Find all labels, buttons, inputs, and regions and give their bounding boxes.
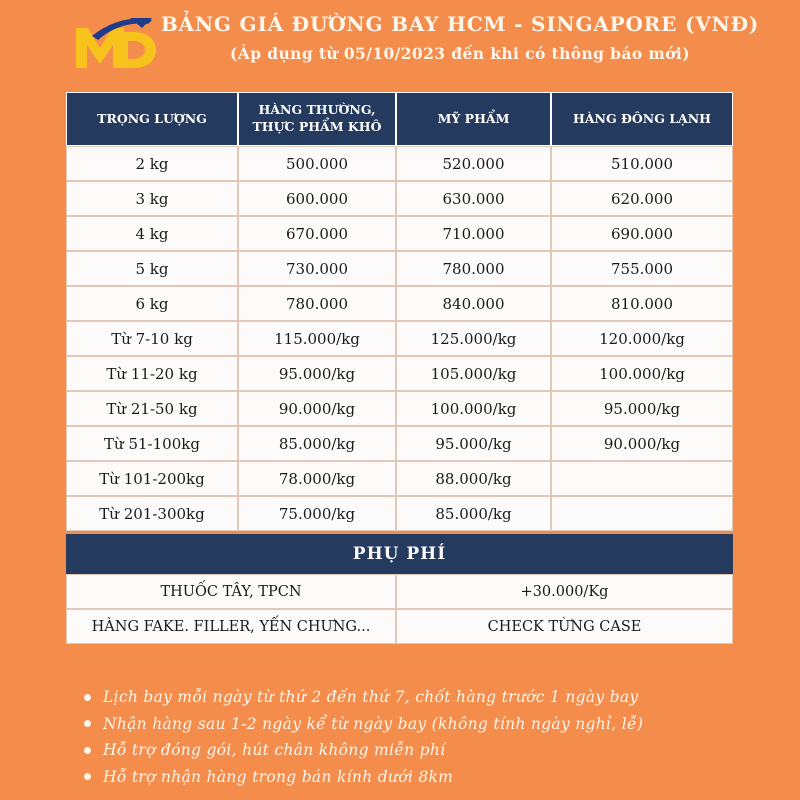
surcharge-row (66, 609, 733, 644)
column-header-regular-line1: HÀNG THƯỜNG, (258, 102, 376, 118)
weight-cell: Từ 21-50 kg (66, 391, 238, 426)
table-header (66, 92, 733, 146)
price-cosmetics-cell: 710.000 (396, 216, 551, 251)
price-table (66, 92, 733, 644)
bullet-icon (84, 773, 91, 780)
note-text: Lịch bay mỗi ngày từ thứ 2 đến thứ 7, chốt hàng trước 1 ngày bay (103, 688, 639, 707)
price-frozen-cell: 510.000 (551, 146, 733, 181)
price-cosmetics-cell: 780.000 (396, 251, 551, 286)
price-cosmetics-cell: 88.000/kg (396, 461, 551, 496)
price-frozen-cell: 120.000/kg (551, 321, 733, 356)
price-regular-cell: 95.000/kg (238, 356, 396, 391)
price-frozen-cell: 95.000/kg (551, 391, 733, 426)
table-row (66, 356, 733, 391)
table-row (66, 496, 733, 531)
column-header-weight: TRỌNG LƯỢNG (66, 92, 238, 146)
price-frozen-cell: 755.000 (551, 251, 733, 286)
note-item (84, 711, 643, 738)
price-regular-cell: 730.000 (238, 251, 396, 286)
note-text: Hỗ trợ đóng gói, hút chân không miễn phí (103, 741, 446, 760)
price-cosmetics-cell: 630.000 (396, 181, 551, 216)
price-regular-cell: 600.000 (238, 181, 396, 216)
note-item (84, 764, 643, 791)
weight-cell: Từ 7-10 kg (66, 321, 238, 356)
table-row (66, 251, 733, 286)
table-row (66, 321, 733, 356)
note-item (84, 737, 643, 764)
table-row (66, 461, 733, 496)
table-row (66, 146, 733, 181)
price-cosmetics-cell: 105.000/kg (396, 356, 551, 391)
column-header-regular (238, 92, 396, 146)
price-regular-cell: 90.000/kg (238, 391, 396, 426)
price-cosmetics-cell: 95.000/kg (396, 426, 551, 461)
price-cosmetics-cell: 85.000/kg (396, 496, 551, 531)
table-row (66, 216, 733, 251)
brand-logo (72, 14, 156, 74)
weight-cell: 2 kg (66, 146, 238, 181)
page-title: BẢNG GIÁ ĐƯỜNG BAY HCM - SINGAPORE (VNĐ) (160, 12, 760, 36)
price-regular-cell: 85.000/kg (238, 426, 396, 461)
weight-cell: Từ 51-100kg (66, 426, 238, 461)
surcharge-row (66, 574, 733, 609)
price-frozen-cell: 100.000/kg (551, 356, 733, 391)
column-header-frozen: HÀNG ĐÔNG LẠNH (551, 92, 733, 146)
price-cosmetics-cell: 840.000 (396, 286, 551, 321)
price-frozen-cell: 690.000 (551, 216, 733, 251)
weight-cell: Từ 201-300kg (66, 496, 238, 531)
price-regular-cell: 78.000/kg (238, 461, 396, 496)
bullet-icon (84, 747, 91, 754)
price-regular-cell: 500.000 (238, 146, 396, 181)
column-header-cosmetics: MỸ PHẨM (396, 92, 551, 146)
page-subtitle: (Áp dụng từ 05/10/2023 đến khi có thông báo mới) (230, 44, 690, 63)
weight-cell: 4 kg (66, 216, 238, 251)
notes-list (84, 684, 643, 790)
price-frozen-cell: 620.000 (551, 181, 733, 216)
price-regular-cell: 670.000 (238, 216, 396, 251)
price-cosmetics-cell: 125.000/kg (396, 321, 551, 356)
weight-cell: 6 kg (66, 286, 238, 321)
weight-cell: Từ 101-200kg (66, 461, 238, 496)
price-regular-cell: 115.000/kg (238, 321, 396, 356)
table-row (66, 286, 733, 321)
surcharge-item-cell: HÀNG FAKE. FILLER, YẾN CHƯNG... (66, 609, 396, 644)
surcharge-item-cell: THUỐC TÂY, TPCN (66, 574, 396, 609)
note-text: Nhận hàng sau 1-2 ngày kể từ ngày bay (không tính ngày nghỉ, lễ) (103, 714, 644, 733)
surcharge-fee-cell: +30.000/Kg (396, 574, 733, 609)
table-row (66, 181, 733, 216)
note-item (84, 684, 643, 711)
price-cosmetics-cell: 100.000/kg (396, 391, 551, 426)
bullet-icon (84, 694, 91, 701)
surcharge-fee-cell: CHECK TỪNG CASE (396, 609, 733, 644)
price-frozen-cell (551, 461, 733, 496)
price-regular-cell: 75.000/kg (238, 496, 396, 531)
note-text: Hỗ trợ nhận hàng trong bán kính dưới 8km (103, 767, 454, 786)
weight-cell: Từ 11-20 kg (66, 356, 238, 391)
price-regular-cell: 780.000 (238, 286, 396, 321)
weight-cell: 3 kg (66, 181, 238, 216)
price-frozen-cell: 810.000 (551, 286, 733, 321)
column-header-regular-line2: THỰC PHẨM KHÔ (252, 119, 382, 134)
weight-cell: 5 kg (66, 251, 238, 286)
price-frozen-cell: 90.000/kg (551, 426, 733, 461)
surcharge-title: PHỤ PHÍ (66, 534, 733, 574)
bullet-icon (84, 720, 91, 727)
table-row (66, 391, 733, 426)
price-frozen-cell (551, 496, 733, 531)
table-row (66, 426, 733, 461)
price-cosmetics-cell: 520.000 (396, 146, 551, 181)
